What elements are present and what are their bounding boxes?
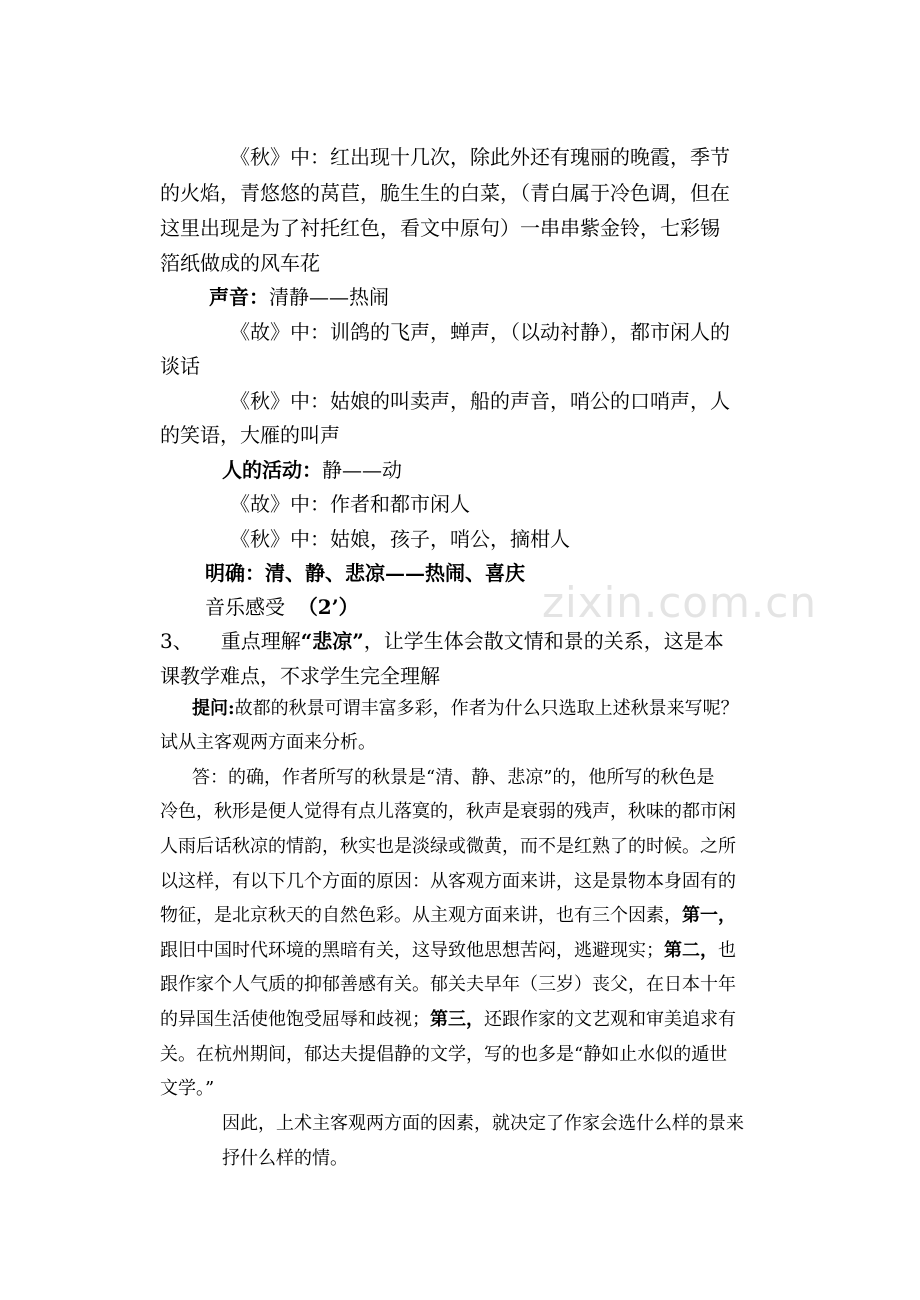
item3-line xyxy=(160,629,724,653)
text-line: 冷色，秋形是便人觉得有点儿落寞的，秋声是衰弱的残声，秋味的都市闲 xyxy=(160,801,736,822)
text-line: 《秋》中：红出现十几次，除此外还有瑰丽的晚霞，季节 xyxy=(230,145,730,169)
text-line: 因此，上术主客观两方面的因素，就决定了作家会选什么样的景来 xyxy=(222,1113,744,1134)
music-text: 音乐感受 xyxy=(205,595,285,619)
question-colon: : xyxy=(228,698,235,719)
text-span: 还跟作家的文艺观和审美追求有 xyxy=(484,1009,736,1030)
question-text: 故都的秋景可谓丰富多彩，作者为什么只选取上述秋景来写呢？ xyxy=(234,698,739,719)
clarify-line: 明确：清、静、悲凉——热闹、喜庆 xyxy=(205,561,525,585)
text-span: 的异国生活使他饱受屈辱和歧视； xyxy=(160,1009,430,1030)
text-line: 这里出现是为了衬托红色，看文中原句）一串串紫金铃，七彩锡 xyxy=(160,216,720,240)
text-line: 抒什么样的情。 xyxy=(222,1148,348,1169)
watermark: zixin.com.cn xyxy=(542,578,817,627)
text-line xyxy=(160,905,736,927)
text-line: 《故》中：训鸽的飞声，蝉声，（以动衬静），都市闲人的 xyxy=(230,320,730,344)
text-line: 课教学难点，不求学生完全理解 xyxy=(160,664,440,688)
text-line: 谈话 xyxy=(160,354,200,378)
emphasis-second: 第二， xyxy=(664,940,718,961)
sound-label: 声音： xyxy=(209,285,269,309)
activity-label: 人的活动： xyxy=(222,458,322,482)
item3-pre: 重点理解 xyxy=(220,629,301,653)
text-span: 物征，是北京秋天的自然色彩。从主观方面来讲，也有三个因素， xyxy=(160,905,682,926)
text-line: 文学。” xyxy=(160,1078,215,1099)
text-span: 也 xyxy=(718,940,736,961)
text-line: 的笑语，大雁的叫声 xyxy=(160,423,340,447)
text-span: 跟旧中国时代环境的黑暗有关，这导致他思想苦闷，逃避现实； xyxy=(160,940,664,961)
text-line: 答：的确，作者所写的秋景是“清、静、悲凉”的，他所写的秋色是 xyxy=(192,767,715,788)
item3-keyword: “悲凉” xyxy=(300,629,364,653)
question-line xyxy=(192,698,739,720)
item-number: 3、 xyxy=(160,629,193,653)
activity-heading xyxy=(222,458,402,482)
emphasis-third: 第三， xyxy=(430,1009,484,1030)
text-line: 《故》中：作者和都市闲人 xyxy=(230,492,470,516)
emphasis-first: 第一， xyxy=(682,905,736,926)
activity-text: 静——动 xyxy=(322,458,402,482)
text-line: 箔纸做成的风车花 xyxy=(160,251,320,275)
text-line: 的火焰，青悠悠的莴苣，脆生生的白菜，（青白属于冷色调，但在 xyxy=(160,181,730,205)
sound-text: 清静——热闹 xyxy=(269,285,389,309)
text-line: 以这样，有以下几个方面的原因：从客观方面来讲，这是景物本身固有的 xyxy=(160,871,736,892)
text-line xyxy=(160,1009,736,1031)
music-time: （2’） xyxy=(297,595,359,619)
text-line: 跟作家个人气质的抑郁善感有关。郁关夫早年（三岁）丧父，在日本十年 xyxy=(160,974,736,995)
text-line: 《秋》中：姑娘，孩子，哨公，摘柑人 xyxy=(230,527,570,551)
text-line: 人雨后话秋凉的情韵，秋实也是淡绿或微黄，而不是红熟了的时候。之所 xyxy=(160,836,736,857)
sound-heading xyxy=(209,285,389,309)
text-line: 《秋》中：姑娘的叫卖声，船的声音，哨公的口哨声，人 xyxy=(230,389,730,413)
music-line xyxy=(205,595,359,619)
question-label: 提问 xyxy=(192,698,228,719)
text-line xyxy=(160,940,736,962)
text-line: 关。在杭州期间，郁达夫提倡静的文学，写的也多是“静如止水似的遁世 xyxy=(160,1044,728,1065)
item3-post: ，让学生体会散文情和景的关系，这是本 xyxy=(363,629,724,653)
text-line: 试从主客观两方面来分析。 xyxy=(160,732,376,753)
